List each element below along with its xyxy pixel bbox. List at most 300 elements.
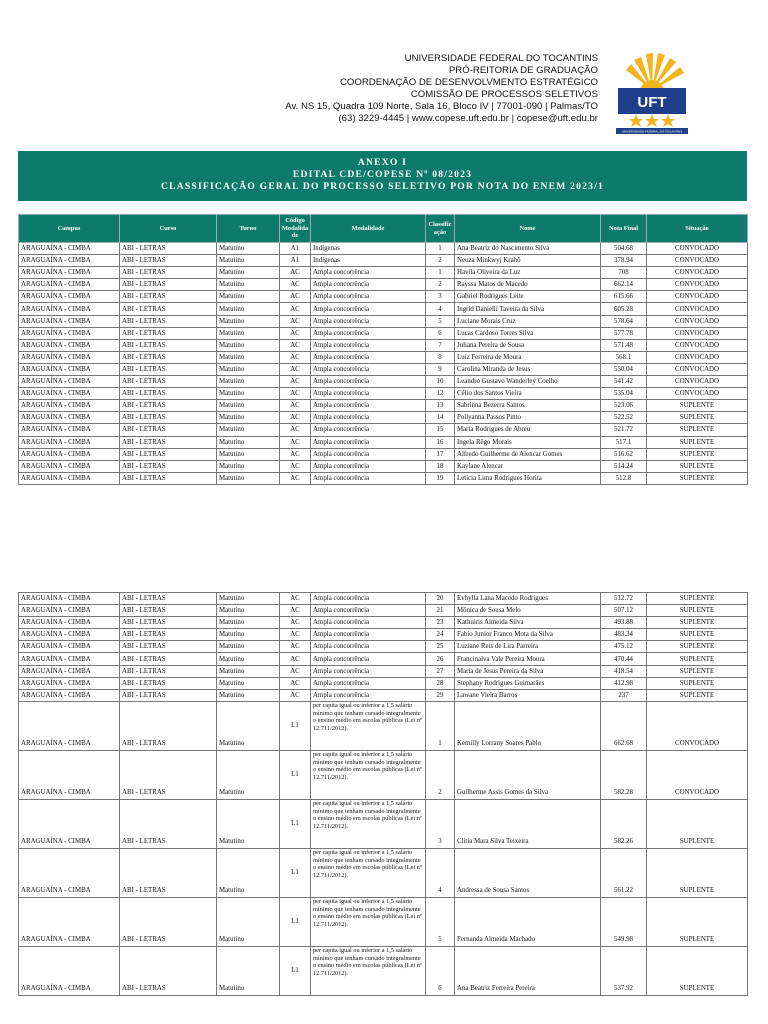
cell-codigo: AC <box>280 388 311 400</box>
cell-nome: Juliana Pereira de Sousa <box>455 339 601 351</box>
cell-nome: Luiz Ferreira de Moura <box>455 351 601 363</box>
cell-nome: Ingrid Danielli Taveira da Silva <box>455 303 601 315</box>
cell-nota: 561.22 <box>601 848 647 897</box>
cell-turno: Matutino <box>217 750 280 799</box>
cell-modalidade: per capita igual ou inferior a 1,5 salário mínimo que tenham cursado integralmente o ensino médio em escolas públicas (Lei nº 12.711/2012). <box>311 897 426 946</box>
cell-campus: ARAGUAÍNA - CIMBA <box>19 303 120 315</box>
cell-nome: Guilherme Assis Gomes da Silva <box>455 750 601 799</box>
cell-curso: ABI - LETRAS <box>120 339 217 351</box>
cell-nota: 470.44 <box>601 653 647 665</box>
cell-classificacao: 2 <box>426 750 455 799</box>
cell-campus: ARAGUAÍNA - CIMBA <box>19 388 120 400</box>
cell-curso: ABI - LETRAS <box>120 848 217 897</box>
cell-curso: ABI - LETRAS <box>120 291 217 303</box>
cell-campus: ARAGUAÍNA - CIMBA <box>19 653 120 665</box>
cell-nome: Stephany Rodrigues Guimarães <box>455 677 601 689</box>
cell-situacao: SUPLENTE <box>647 424 748 436</box>
cell-campus: ARAGUAÍNA - CIMBA <box>19 279 120 291</box>
table-row <box>19 701 748 750</box>
cell-classificacao: 24 <box>426 629 455 641</box>
cell-situacao: SUPLENTE <box>647 436 748 448</box>
cell-modalidade: Ampla concorrência <box>311 424 426 436</box>
header-nota: Nota Final <box>601 215 647 243</box>
cell-modalidade: Ampla concorrência <box>311 291 426 303</box>
table-row <box>19 327 748 339</box>
cell-nota: 662.68 <box>601 701 647 750</box>
cell-situacao: SUPLENTE <box>647 448 748 460</box>
cell-codigo: AC <box>280 376 311 388</box>
cell-campus: ARAGUAÍNA - CIMBA <box>19 448 120 460</box>
cell-codigo: AC <box>280 412 311 424</box>
cell-codigo: AC <box>280 593 311 605</box>
table-row <box>19 677 748 689</box>
cell-codigo: AC <box>280 339 311 351</box>
cell-nome: Lawane Vieira Barros <box>455 689 601 701</box>
cell-modalidade: per capita igual ou inferior a 1,5 salário mínimo que tenham cursado integralmente o ensino médio em escolas públicas (Lei nº 12.711/2012). <box>311 750 426 799</box>
cell-classificacao: 1 <box>426 243 455 255</box>
header-codigo-label: Código Modalida de <box>281 217 309 240</box>
cell-curso: ABI - LETRAS <box>120 303 217 315</box>
cell-turno: Matutino <box>217 472 280 484</box>
cell-curso: ABI - LETRAS <box>120 255 217 267</box>
cell-campus: ARAGUAÍNA - CIMBA <box>19 641 120 653</box>
cell-campus: ARAGUAÍNA - CIMBA <box>19 472 120 484</box>
table-row <box>19 750 748 799</box>
cell-curso: ABI - LETRAS <box>120 617 217 629</box>
table-row <box>19 897 748 946</box>
cell-curso: ABI - LETRAS <box>120 653 217 665</box>
cell-codigo: AC <box>280 677 311 689</box>
table-row <box>19 412 748 424</box>
cell-modalidade: Ampla concorrência <box>311 388 426 400</box>
cell-classificacao: 9 <box>426 363 455 375</box>
cell-curso: ABI - LETRAS <box>120 605 217 617</box>
cell-modalidade: Ampla concorrência <box>311 400 426 412</box>
cell-classificacao: 15 <box>426 424 455 436</box>
cell-classificacao: 2 <box>426 279 455 291</box>
cell-nota: 522.52 <box>601 412 647 424</box>
cell-codigo: AC <box>280 279 311 291</box>
header-codigo <box>280 215 311 243</box>
cell-codigo: AC <box>280 291 311 303</box>
cell-curso: ABI - LETRAS <box>120 327 217 339</box>
cell-situacao: SUPLENTE <box>647 412 748 424</box>
cell-campus: ARAGUAÍNA - CIMBA <box>19 593 120 605</box>
cell-classificacao: 17 <box>426 448 455 460</box>
table-row <box>19 339 748 351</box>
cell-classificacao: 12 <box>426 388 455 400</box>
table-row <box>19 376 748 388</box>
cell-situacao: CONVOCADO <box>647 255 748 267</box>
cell-turno: Matutino <box>217 617 280 629</box>
cell-nome: Maria de Jesus Pereira da Silva <box>455 665 601 677</box>
cell-codigo: AC <box>280 315 311 327</box>
cell-campus: ARAGUAÍNA - CIMBA <box>19 617 120 629</box>
cell-turno: Matutino <box>217 388 280 400</box>
cell-modalidade: Ampla concorrência <box>311 279 426 291</box>
table-row <box>19 629 748 641</box>
cell-situacao: CONVOCADO <box>647 376 748 388</box>
cell-nota: 412.98 <box>601 677 647 689</box>
table-row <box>19 424 748 436</box>
cell-nome: Ingela Rêgo Morais <box>455 436 601 448</box>
cell-classificacao: 5 <box>426 897 455 946</box>
cell-nome: Alfredo Guilherme de Alencar Gomes <box>455 448 601 460</box>
table-row <box>19 641 748 653</box>
cell-turno: Matutino <box>217 339 280 351</box>
cell-curso: ABI - LETRAS <box>120 243 217 255</box>
cell-nome: Luziane Reis de Lira Parreira <box>455 641 601 653</box>
cell-classificacao: 10 <box>426 376 455 388</box>
cell-nota: 523.06 <box>601 400 647 412</box>
cell-campus: ARAGUAÍNA - CIMBA <box>19 424 120 436</box>
cell-nota: 493.88 <box>601 617 647 629</box>
cell-nota: 483.34 <box>601 629 647 641</box>
header-classificacao <box>426 215 455 243</box>
cell-turno: Matutino <box>217 267 280 279</box>
cell-modalidade: Ampla concorrência <box>311 339 426 351</box>
cell-turno: Matutino <box>217 848 280 897</box>
cell-campus: ARAGUAÍNA - CIMBA <box>19 750 120 799</box>
cell-modalidade: Ampla concorrência <box>311 267 426 279</box>
cell-curso: ABI - LETRAS <box>120 689 217 701</box>
cell-curso: ABI - LETRAS <box>120 750 217 799</box>
cell-codigo: L1 <box>280 897 311 946</box>
cell-nota: 605.28 <box>601 303 647 315</box>
cell-classificacao: 28 <box>426 677 455 689</box>
cell-codigo: AC <box>280 363 311 375</box>
cell-classificacao: 3 <box>426 799 455 848</box>
table-row <box>19 279 748 291</box>
uft-logo <box>612 50 692 134</box>
table-row <box>19 653 748 665</box>
cell-codigo: AC <box>280 641 311 653</box>
cell-turno: Matutino <box>217 436 280 448</box>
cell-nota: 662.14 <box>601 279 647 291</box>
cell-curso: ABI - LETRAS <box>120 677 217 689</box>
cell-modalidade: Ampla concorrência <box>311 315 426 327</box>
cell-codigo: AC <box>280 303 311 315</box>
cell-codigo: L1 <box>280 799 311 848</box>
table-row <box>19 593 748 605</box>
cell-modalidade: per capita igual ou inferior a 1,5 salário mínimo que tenham cursado integralmente o ensino médio em escolas públicas (Lei nº 12.711/2012). <box>311 848 426 897</box>
cell-classificacao: 1 <box>426 701 455 750</box>
cell-campus: ARAGUAÍNA - CIMBA <box>19 400 120 412</box>
cell-modalidade: Ampla concorrência <box>311 363 426 375</box>
cell-turno: Matutino <box>217 424 280 436</box>
header-line: COMISSÃO DE PROCESSOS SELETIVOS <box>410 89 598 101</box>
cell-modalidade: Ampla concorrência <box>311 593 426 605</box>
cell-campus: ARAGUAÍNA - CIMBA <box>19 848 120 897</box>
cell-classificacao: 1 <box>426 267 455 279</box>
cell-situacao: SUPLENTE <box>647 400 748 412</box>
cell-nota: 475.12 <box>601 641 647 653</box>
cell-codigo: AC <box>280 665 311 677</box>
cell-campus: ARAGUAÍNA - CIMBA <box>19 339 120 351</box>
cell-codigo: AC <box>280 436 311 448</box>
cell-nota: 507.12 <box>601 605 647 617</box>
cell-situacao: SUPLENTE <box>647 605 748 617</box>
header-situacao: Situação <box>647 215 748 243</box>
table-header-row <box>19 215 748 243</box>
logo-subtext: UNIVERSIDADE FEDERAL DO TOCANTINS <box>621 129 683 134</box>
cell-classificacao: 18 <box>426 460 455 472</box>
cell-nome: Kathuiris Almeida Silva <box>455 617 601 629</box>
cell-codigo: AC <box>280 653 311 665</box>
cell-turno: Matutino <box>217 799 280 848</box>
cell-curso: ABI - LETRAS <box>120 593 217 605</box>
cell-nota: 512.8 <box>601 472 647 484</box>
cell-situacao: CONVOCADO <box>647 339 748 351</box>
cell-nota: 535.04 <box>601 388 647 400</box>
cell-curso: ABI - LETRAS <box>120 412 217 424</box>
table-body-1 <box>19 243 748 485</box>
cell-situacao: SUPLENTE <box>647 472 748 484</box>
cell-curso: ABI - LETRAS <box>120 363 217 375</box>
cell-modalidade: per capita igual ou inferior a 1,5 salário mínimo que tenham cursado integralmente o ensino médio em escolas públicas (Lei nº 12.711/2012). <box>311 701 426 750</box>
cell-modalidade: Ampla concorrência <box>311 653 426 665</box>
header-line: UNIVERSIDADE FEDERAL DO TOCANTINS <box>404 53 598 64</box>
cell-classificacao: 4 <box>426 303 455 315</box>
cell-curso: ABI - LETRAS <box>120 376 217 388</box>
table-row <box>19 946 748 995</box>
cell-campus: ARAGUAÍNA - CIMBA <box>19 629 120 641</box>
cell-codigo: AC <box>280 448 311 460</box>
cell-turno: Matutino <box>217 363 280 375</box>
cell-turno: Matutino <box>217 641 280 653</box>
cell-campus: ARAGUAÍNA - CIMBA <box>19 327 120 339</box>
cell-situacao: CONVOCADO <box>647 243 748 255</box>
cell-classificacao: 16 <box>426 436 455 448</box>
logo-text: UFT <box>637 94 667 111</box>
cell-turno: Matutino <box>217 351 280 363</box>
table-row <box>19 472 748 484</box>
cell-situacao: CONVOCADO <box>647 701 748 750</box>
cell-nota: 549.98 <box>601 897 647 946</box>
cell-codigo: AC <box>280 351 311 363</box>
cell-codigo: AC <box>280 400 311 412</box>
cell-turno: Matutino <box>217 946 280 995</box>
cell-turno: Matutino <box>217 629 280 641</box>
cell-turno: Matutino <box>217 448 280 460</box>
cell-classificacao: 6 <box>426 327 455 339</box>
stars-icon <box>629 114 675 127</box>
cell-nome: Evhylla Lana Macedo Rodrigues <box>455 593 601 605</box>
header-curso: Curso <box>120 215 217 243</box>
cell-turno: Matutino <box>217 279 280 291</box>
cell-turno: Matutino <box>217 605 280 617</box>
cell-curso: ABI - LETRAS <box>120 388 217 400</box>
cell-situacao: SUPLENTE <box>647 653 748 665</box>
header-classificacao-label: Classific ação <box>428 220 452 236</box>
cell-curso: ABI - LETRAS <box>120 436 217 448</box>
cell-classificacao: 3 <box>426 291 455 303</box>
cell-situacao: SUPLENTE <box>647 460 748 472</box>
table-row <box>19 255 748 267</box>
table-row <box>19 448 748 460</box>
cell-classificacao: 4 <box>426 848 455 897</box>
cell-codigo: AC <box>280 605 311 617</box>
table-row <box>19 665 748 677</box>
cell-situacao: SUPLENTE <box>647 689 748 701</box>
cell-curso: ABI - LETRAS <box>120 665 217 677</box>
cell-nota: 537.92 <box>601 946 647 995</box>
cell-nota: 582.26 <box>601 799 647 848</box>
cell-turno: Matutino <box>217 460 280 472</box>
cell-turno: Matutino <box>217 327 280 339</box>
cell-modalidade: Ampla concorrência <box>311 605 426 617</box>
table-row <box>19 605 748 617</box>
results-table-1 <box>18 214 748 485</box>
cell-turno: Matutino <box>217 677 280 689</box>
title-banner <box>18 151 747 201</box>
cell-codigo: AC <box>280 472 311 484</box>
cell-nome: Gabriel Rodrigues Leite <box>455 291 601 303</box>
cell-nome: Marta Rodrigues de Abreu <box>455 424 601 436</box>
results-table-2 <box>18 592 748 996</box>
cell-classificacao: 7 <box>426 339 455 351</box>
cell-situacao: CONVOCADO <box>647 363 748 375</box>
cell-nota: 514.24 <box>601 460 647 472</box>
cell-situacao: SUPLENTE <box>647 665 748 677</box>
cell-curso: ABI - LETRAS <box>120 315 217 327</box>
cell-nome: Sabrinna Bezerra Santos <box>455 400 601 412</box>
cell-turno: Matutino <box>217 689 280 701</box>
cell-turno: Matutino <box>217 701 280 750</box>
cell-situacao: CONVOCADO <box>647 279 748 291</box>
cell-classificacao: 19 <box>426 472 455 484</box>
cell-codigo: AC <box>280 689 311 701</box>
cell-modalidade: Ampla concorrência <box>311 641 426 653</box>
cell-nota: 582.28 <box>601 750 647 799</box>
header-line: (63) 3229-4445 | www.copese.uft.edu.br | copese@uft.edu.br <box>338 113 598 125</box>
cell-situacao: CONVOCADO <box>647 327 748 339</box>
cell-nota: 418.54 <box>601 665 647 677</box>
cell-modalidade: Ampla concorrência <box>311 617 426 629</box>
cell-campus: ARAGUAÍNA - CIMBA <box>19 291 120 303</box>
cell-codigo: AC <box>280 424 311 436</box>
cell-nota: 577.78 <box>601 327 647 339</box>
cell-modalidade: Ampla concorrência <box>311 460 426 472</box>
cell-turno: Matutino <box>217 376 280 388</box>
cell-campus: ARAGUAÍNA - CIMBA <box>19 677 120 689</box>
cell-codigo: A1 <box>280 255 311 267</box>
cell-campus: ARAGUAÍNA - CIMBA <box>19 460 120 472</box>
cell-nota: 237 <box>601 689 647 701</box>
cell-campus: ARAGUAÍNA - CIMBA <box>19 351 120 363</box>
cell-situacao: CONVOCADO <box>647 351 748 363</box>
cell-nome: Francinalva Vale Pereira Moura <box>455 653 601 665</box>
cell-classificacao: 14 <box>426 412 455 424</box>
cell-nome: Ana Beatriz Ferreira Pereira <box>455 946 601 995</box>
cell-campus: ARAGUAÍNA - CIMBA <box>19 689 120 701</box>
header-modalidade: Modalidade <box>311 215 426 243</box>
cell-turno: Matutino <box>217 897 280 946</box>
cell-situacao: SUPLENTE <box>647 848 748 897</box>
cell-turno: Matutino <box>217 653 280 665</box>
cell-nota: 568.1 <box>601 351 647 363</box>
cell-classificacao: 21 <box>426 605 455 617</box>
cell-curso: ABI - LETRAS <box>120 641 217 653</box>
cell-codigo: AC <box>280 267 311 279</box>
cell-turno: Matutino <box>217 315 280 327</box>
cell-modalidade: Ampla concorrência <box>311 448 426 460</box>
cell-nota: 578.64 <box>601 315 647 327</box>
cell-campus: ARAGUAÍNA - CIMBA <box>19 897 120 946</box>
cell-classificacao: 13 <box>426 400 455 412</box>
cell-curso: ABI - LETRAS <box>120 472 217 484</box>
header-line: COORDENAÇÃO DE DESENVOLVMENTO ESTRATÉGICO <box>339 77 598 89</box>
cell-curso: ABI - LETRAS <box>120 629 217 641</box>
cell-nota: 571.48 <box>601 339 647 351</box>
cell-situacao: SUPLENTE <box>647 629 748 641</box>
cell-situacao: CONVOCADO <box>647 388 748 400</box>
header-line: PRÓ-REITORIA DE GRADUAÇÃO <box>448 65 598 77</box>
cell-campus: ARAGUAÍNA - CIMBA <box>19 665 120 677</box>
cell-codigo: L1 <box>280 750 311 799</box>
cell-nome: Fernanda Almeida Machado <box>455 897 601 946</box>
table-row <box>19 848 748 897</box>
cell-nota: 517.1 <box>601 436 647 448</box>
cell-modalidade: Ampla concorrência <box>311 629 426 641</box>
cell-modalidade: per capita igual ou inferior a 1,5 salário mínimo que tenham cursado integralmente o ensino médio em escolas públicas (Lei nº 12.711/2012). <box>311 799 426 848</box>
cell-classificacao: 6 <box>426 946 455 995</box>
cell-nota: 512.72 <box>601 593 647 605</box>
cell-nome: Leandro Gustavo Wanderley Coelho <box>455 376 601 388</box>
cell-nome: Mônica de Sousa Melo <box>455 605 601 617</box>
cell-situacao: SUPLENTE <box>647 641 748 653</box>
table-row <box>19 267 748 279</box>
banner-subtitle: CLASSIFICAÇÃO GERAL DO PROCESSO SELETIVO POR NOTA DO ENEM 2023/1 <box>161 181 604 192</box>
cell-nota: 378.94 <box>601 255 647 267</box>
cell-situacao: SUPLENTE <box>647 897 748 946</box>
cell-campus: ARAGUAÍNA - CIMBA <box>19 267 120 279</box>
cell-codigo: AC <box>280 617 311 629</box>
cell-campus: ARAGUAÍNA - CIMBA <box>19 412 120 424</box>
table-row <box>19 303 748 315</box>
cell-campus: ARAGUAÍNA - CIMBA <box>19 243 120 255</box>
cell-curso: ABI - LETRAS <box>120 799 217 848</box>
cell-codigo: AC <box>280 460 311 472</box>
cell-campus: ARAGUAÍNA - CIMBA <box>19 255 120 267</box>
cell-nota: 550.04 <box>601 363 647 375</box>
cell-situacao: CONVOCADO <box>647 750 748 799</box>
cell-classificacao: 8 <box>426 351 455 363</box>
cell-situacao: SUPLENTE <box>647 799 748 848</box>
cell-nome: Célio dos Santos Vieira <box>455 388 601 400</box>
cell-codigo: L1 <box>280 701 311 750</box>
cell-nome: Rayssa Matos de Macedo <box>455 279 601 291</box>
cell-curso: ABI - LETRAS <box>120 448 217 460</box>
cell-turno: Matutino <box>217 243 280 255</box>
table-row <box>19 436 748 448</box>
cell-turno: Matutino <box>217 400 280 412</box>
cell-classificacao: 23 <box>426 617 455 629</box>
cell-modalidade: Ampla concorrência <box>311 303 426 315</box>
table-row <box>19 351 748 363</box>
cell-codigo: AC <box>280 327 311 339</box>
cell-classificacao: 25 <box>426 641 455 653</box>
cell-turno: Matutino <box>217 255 280 267</box>
header-campus: Campus <box>19 215 120 243</box>
cell-modalidade: Ampla concorrência <box>311 436 426 448</box>
cell-modalidade: Ampla concorrência <box>311 412 426 424</box>
cell-situacao: CONVOCADO <box>647 291 748 303</box>
cell-codigo: L1 <box>280 848 311 897</box>
cell-nota: 504.68 <box>601 243 647 255</box>
cell-nota: 708 <box>601 267 647 279</box>
cell-turno: Matutino <box>217 291 280 303</box>
